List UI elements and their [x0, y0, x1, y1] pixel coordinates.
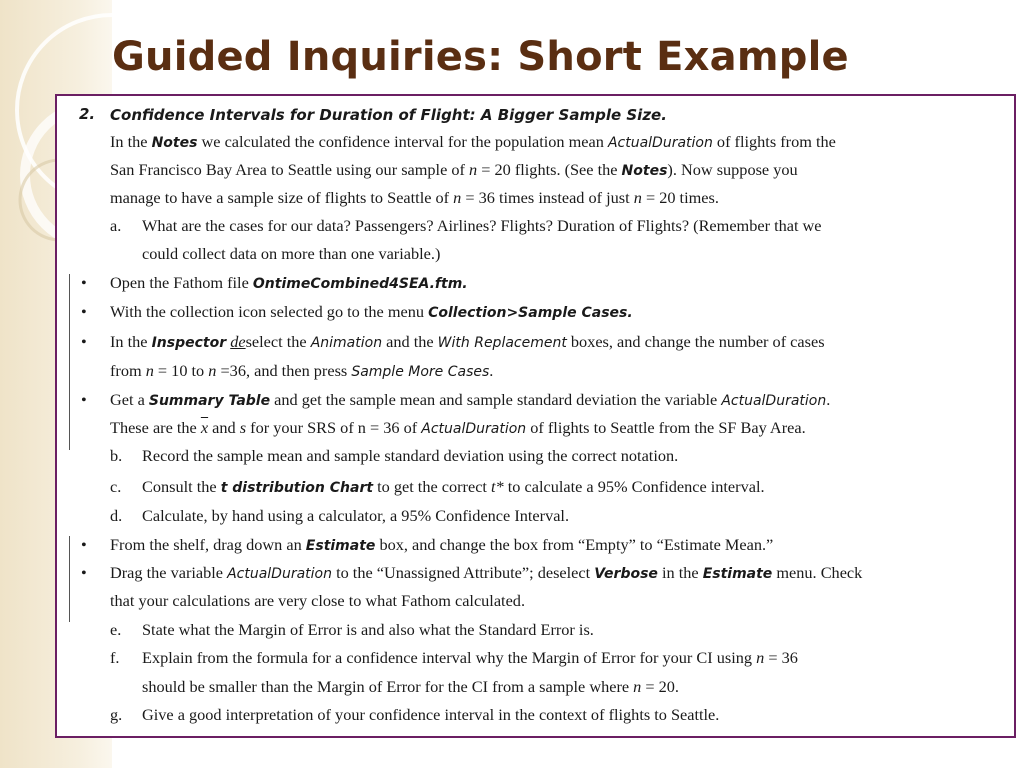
item-marker: b.: [110, 446, 123, 465]
question-heading-text: Confidence Intervals for Duration of Flight: A Bigger Sample Size.: [110, 106, 667, 124]
text: Explain from the formula for a confidence interval why the Margin of Error for your CI using: [142, 648, 757, 667]
n-symbol: n: [633, 188, 642, 207]
item-marker: f.: [110, 648, 120, 667]
bullet: •: [81, 302, 87, 321]
item-text: could collect data on more than one variable.): [142, 244, 441, 263]
text: Get a: [110, 390, 149, 409]
item-text: [142, 477, 765, 497]
text: to calculate a 95% Confidence interval.: [503, 477, 765, 496]
margin-rule: [69, 274, 70, 450]
item-text: [142, 677, 679, 697]
text: = 20 flights. (See the: [477, 160, 622, 179]
bullet: •: [81, 273, 87, 292]
text: With the collection icon selected go to the menu: [110, 302, 429, 321]
item-marker: g.: [110, 705, 123, 724]
animation-term: Animation: [310, 335, 383, 351]
bullet-text: that your calculations are very close to what Fathom calculated.: [110, 591, 526, 610]
item-marker: d.: [110, 506, 123, 525]
bullet-text: [110, 418, 806, 438]
text: for your SRS of n = 36 of: [246, 418, 422, 437]
bullet-text: [110, 361, 493, 381]
variable-term: ActualDuration: [607, 135, 713, 151]
text: manage to have a sample size of flights to Seattle of: [110, 188, 454, 207]
text: from: [110, 361, 146, 380]
replacement-term: With Replacement: [437, 335, 567, 351]
bullet-text: [110, 332, 825, 352]
notes-term: Notes: [621, 163, 668, 179]
estimate-term: Estimate: [305, 538, 376, 554]
n-symbol: n: [453, 188, 462, 207]
variable-term: ActualDuration: [421, 421, 527, 437]
text: to get the correct: [373, 477, 492, 496]
text: and the: [382, 332, 438, 351]
question-paragraph-line: [110, 160, 798, 180]
text: = 36 times instead of just: [461, 188, 634, 207]
text: .: [826, 390, 831, 409]
variable-term: ActualDuration: [721, 393, 827, 409]
bullet-text: [110, 563, 862, 583]
text: .: [489, 361, 494, 380]
text: In the: [110, 132, 152, 151]
bullet: •: [81, 535, 87, 554]
text: = 20.: [641, 677, 679, 696]
text: = 10 to: [153, 361, 209, 380]
bullet-text: [110, 302, 633, 322]
item-text: [142, 648, 798, 668]
t-chart-term: t distribution Chart: [220, 480, 374, 496]
item-marker: e.: [110, 620, 122, 639]
n-symbol: n: [208, 361, 217, 380]
text: and get the sample mean and sample standard deviation the variable: [270, 390, 722, 409]
text: In the: [110, 332, 152, 351]
text: These are the: [110, 418, 201, 437]
text: Drag the variable: [110, 563, 228, 582]
question-paragraph-line: [110, 188, 719, 208]
text: should be smaller than the Margin of Error for the CI from a sample where: [142, 677, 634, 696]
menu-path: Collection>Sample Cases.: [428, 305, 633, 321]
text: Open the Fathom file: [110, 273, 253, 292]
question-paragraph-line: [110, 132, 836, 152]
text: = 20 times.: [641, 188, 719, 207]
notes-term: Notes: [151, 135, 198, 151]
text: From the shelf, drag down an: [110, 535, 306, 554]
text: ). Now suppose you: [667, 160, 798, 179]
bullet-text: [110, 273, 468, 293]
text: Consult the: [142, 477, 221, 496]
item-text: Give a good interpretation of your confidence interval in the context of flights to Seattle.: [142, 705, 720, 724]
item-text: Calculate, by hand using a calculator, a 95% Confidence Interval.: [142, 506, 570, 525]
x-bar-symbol: $\overline{x}$: [200, 418, 209, 437]
text: = 36: [764, 648, 798, 667]
question-number: 2.: [79, 105, 96, 123]
text: of flights to Seattle from the SF Bay Area.: [526, 418, 806, 437]
item-marker: a.: [110, 216, 122, 235]
bullet: •: [81, 563, 87, 582]
file-name: OntimeCombined4SEA.ftm.: [252, 276, 468, 292]
content-box: [55, 94, 1016, 738]
t-star-symbol: t*: [491, 477, 504, 496]
sample-more-term: Sample More Cases: [351, 364, 490, 380]
text: box, and change the box from “Empty” to “Estimate Mean.”: [375, 535, 774, 554]
n-symbol: n: [469, 160, 478, 179]
item-text: State what the Margin of Error is and also what the Standard Error is.: [142, 620, 594, 639]
text: in the: [657, 563, 703, 582]
text: select the: [245, 332, 311, 351]
item-text: Record the sample mean and sample standard deviation using the correct notation.: [142, 446, 679, 465]
estimate-term: Estimate: [702, 566, 773, 582]
text: boxes, and change the number of cases: [566, 332, 825, 351]
deselect-prefix: de: [230, 332, 246, 351]
text: menu. Check: [772, 563, 863, 582]
bullet-text: [110, 390, 830, 410]
n-symbol: n: [145, 361, 154, 380]
text: San Francisco Bay Area to Seattle using our sample of: [110, 160, 470, 179]
text: and: [208, 418, 240, 437]
summary-table-term: Summary Table: [148, 393, 271, 409]
bullet: •: [81, 390, 87, 409]
text: =36, and then press: [216, 361, 352, 380]
slide-title: Guided Inquiries: Short Example: [112, 34, 849, 80]
text: we calculated the confidence interval for the population mean: [197, 132, 608, 151]
n-symbol: n: [756, 648, 765, 667]
text: of flights from the: [712, 132, 836, 151]
bullet: •: [81, 332, 87, 351]
variable-term: ActualDuration: [227, 566, 332, 582]
text: to the “Unassigned Attribute”; deselect: [332, 563, 595, 582]
margin-rule: [69, 536, 70, 622]
question-heading: [110, 105, 667, 125]
inspector-term: Inspector: [151, 335, 227, 351]
s-symbol: s: [239, 418, 247, 437]
verbose-term: Verbose: [594, 566, 658, 582]
item-marker: c.: [110, 477, 122, 496]
bullet-text: [110, 535, 773, 555]
n-symbol: n: [633, 677, 642, 696]
item-text: What are the cases for our data? Passengers? Airlines? Flights? Duration of Flights? (Remember that we: [142, 216, 822, 235]
